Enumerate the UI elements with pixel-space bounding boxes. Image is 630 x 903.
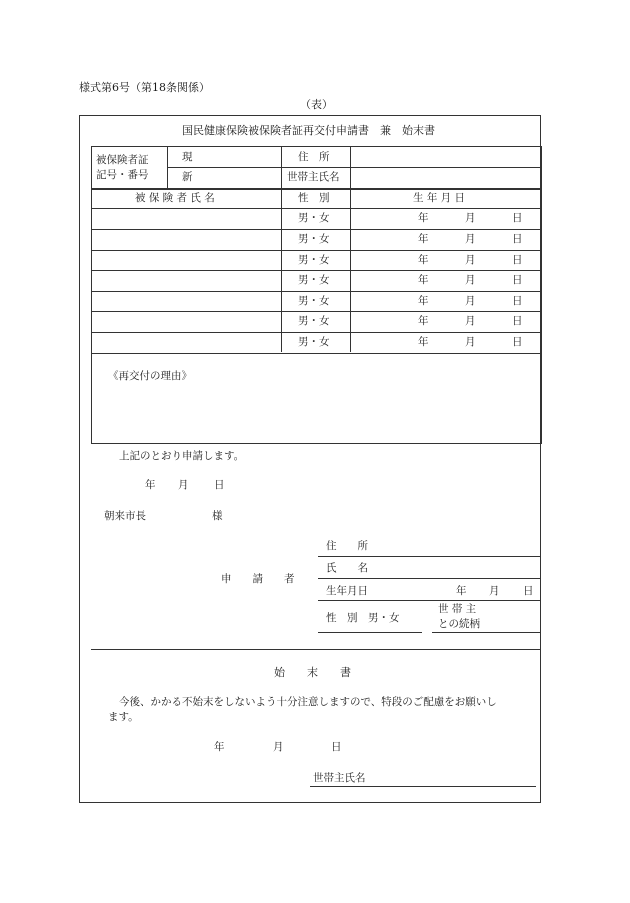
row-year: 年 — [418, 233, 429, 245]
card-new-label: 新 — [182, 171, 193, 183]
householder-name-label: 世帯主氏名 — [287, 171, 340, 183]
applicant-birth-month: 月 — [489, 585, 500, 597]
application-month: 月 — [178, 479, 189, 491]
card-label-line2: 記号・番号 — [96, 169, 149, 181]
row-day: 日 — [512, 274, 523, 286]
applicant-name-label: 氏 名 — [326, 562, 368, 574]
applicant-birth-year: 年 — [456, 585, 467, 597]
row-month: 月 — [465, 212, 476, 224]
row-year: 年 — [418, 274, 429, 286]
col-insured-name: 被 保 険 者 氏 名 — [135, 192, 215, 204]
application-statement: 上記のとおり申請します。 — [119, 450, 245, 462]
row-month: 月 — [465, 315, 476, 327]
row-year: 年 — [418, 315, 429, 327]
apology-year: 年 — [214, 741, 225, 753]
form-number: 様式第6号（第18条関係） — [79, 81, 210, 94]
row-day: 日 — [512, 212, 523, 224]
col-sex: 性 別 — [298, 192, 330, 204]
row-day: 日 — [512, 336, 523, 348]
relation-label-line1: 世 帯 主 — [438, 603, 477, 615]
row-sex: 男・女 — [298, 336, 330, 348]
applicant-address-label: 住 所 — [326, 540, 368, 552]
row-year: 年 — [418, 295, 429, 307]
form-side-label: （表） — [300, 98, 333, 111]
row-month: 月 — [465, 274, 476, 286]
application-day: 日 — [214, 479, 225, 491]
apology-householder-label: 世帯主氏名 — [313, 772, 366, 784]
apology-day: 日 — [331, 741, 342, 753]
row-sex: 男・女 — [298, 295, 330, 307]
signature-line — [310, 786, 536, 787]
application-year: 年 — [145, 479, 156, 491]
col-birthdate: 生 年 月 日 — [413, 192, 466, 204]
row-year: 年 — [418, 336, 429, 348]
addressee-honorific: 様 — [212, 510, 223, 522]
row-month: 月 — [465, 254, 476, 266]
apology-month: 月 — [273, 741, 284, 753]
row-year: 年 — [418, 254, 429, 266]
form-title: 国民健康保険被保険者証再交付申請書 兼 始末書 — [182, 124, 435, 137]
reason-box — [91, 352, 542, 444]
row-month: 月 — [465, 295, 476, 307]
row-month: 月 — [465, 336, 476, 348]
row-day: 日 — [512, 315, 523, 327]
row-month: 月 — [465, 233, 476, 245]
apology-title: 始 末 書 — [274, 666, 351, 679]
applicant-birth-label: 生年月日 — [326, 585, 368, 597]
relation-label-line2: との続柄 — [438, 618, 480, 630]
row-sex: 男・女 — [298, 315, 330, 327]
applicant-sex: 性 別 男・女 — [326, 612, 400, 624]
addressee: 朝来市長 — [104, 510, 146, 522]
row-sex: 男・女 — [298, 274, 330, 286]
applicant-label: 申 請 者 — [221, 573, 295, 585]
card-label-line1: 被保険者証 — [96, 154, 149, 166]
applicant-birth-day: 日 — [523, 585, 534, 597]
row-year: 年 — [418, 212, 429, 224]
row-day: 日 — [512, 254, 523, 266]
row-sex: 男・女 — [298, 233, 330, 245]
row-day: 日 — [512, 233, 523, 245]
row-sex: 男・女 — [298, 212, 330, 224]
card-current-label: 現 — [182, 151, 193, 163]
row-day: 日 — [512, 295, 523, 307]
apology-text-line2: ます。 — [108, 711, 139, 723]
address-label: 住 所 — [298, 151, 330, 163]
reason-label: 《再交付の理由》 — [108, 370, 192, 382]
apology-text-line1: 今後、かかる不始末をしないよう十分注意しますので、特段のご配慮をお願いし — [119, 696, 497, 708]
row-sex: 男・女 — [298, 254, 330, 266]
